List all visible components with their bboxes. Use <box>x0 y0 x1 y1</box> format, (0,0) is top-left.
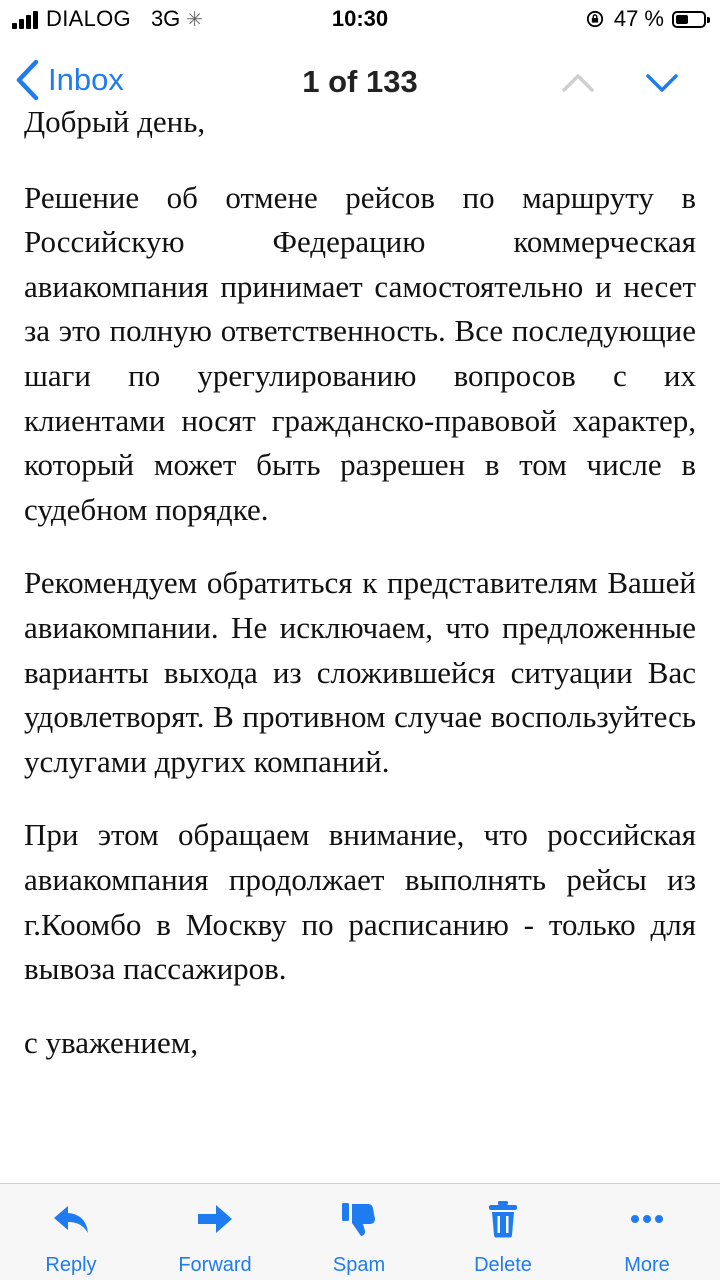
delete-label: Delete <box>474 1254 532 1276</box>
delete-button[interactable] <box>448 1198 558 1277</box>
email-paragraph-1: Решение об отмене рейсов по маршруту в Российскую Федерацию коммерческая авиакомпания принимает самостоятельно и несет за это полную ответственность. Все последующие шаги по урегулированию вопросов с их клиентами носят гражданско-правовой характер, который может быть разрешен в том числе в судебном порядке. <box>24 179 696 527</box>
more-label: More <box>624 1254 670 1276</box>
chevron-left-icon <box>14 58 40 102</box>
activity-spinner-icon: ✳ <box>186 8 204 31</box>
back-button[interactable] <box>14 58 124 102</box>
battery-icon <box>672 11 706 28</box>
bottom-toolbar <box>0 1183 720 1280</box>
forward-label: Forward <box>178 1254 252 1276</box>
email-paragraph-2: Рекомендуем обратиться к представителям Вашей авиакомпании. Не исключаем, что предложенные варианты выхода из сложившейся ситуации Вас удовлетворят. В противном случае воспользуйтесь услугами других компаний. <box>24 565 696 779</box>
forward-arrow-icon <box>194 1198 236 1240</box>
back-button-label: Inbox <box>48 62 124 97</box>
thumbs-down-icon <box>338 1198 380 1240</box>
reply-label: Reply <box>45 1254 97 1276</box>
previous-message-chevron-up-icon[interactable] <box>560 64 596 100</box>
next-message-chevron-down-icon[interactable] <box>644 64 680 100</box>
trash-icon <box>482 1198 524 1240</box>
email-body <box>24 100 696 1182</box>
reply-arrow-icon <box>50 1198 92 1240</box>
email-paragraph-3: При этом обращаем внимание, что российская авиакомпания продолжает выполнять рейсы из г.Коомбо в Москву по расписанию - только для вывоза пассажиров. <box>24 817 696 987</box>
email-signoff: с уважением, <box>24 1024 199 1060</box>
carrier-name: DIALOG <box>46 6 131 31</box>
more-button[interactable] <box>592 1198 702 1277</box>
more-dots-icon <box>626 1198 668 1240</box>
status-time: 10:30 <box>331 6 389 31</box>
reply-button[interactable] <box>16 1198 126 1277</box>
message-counter: 1 of 133 <box>302 64 418 99</box>
status-bar <box>0 0 720 40</box>
spam-button[interactable] <box>304 1198 414 1277</box>
spam-label: Spam <box>332 1254 386 1276</box>
network-type: 3G <box>150 6 181 31</box>
battery-percent: 47 % <box>613 6 664 31</box>
status-right <box>586 6 706 32</box>
forward-button[interactable] <box>160 1198 270 1277</box>
rotation-lock-icon <box>586 10 604 28</box>
email-greeting: Добрый день, <box>24 104 206 139</box>
